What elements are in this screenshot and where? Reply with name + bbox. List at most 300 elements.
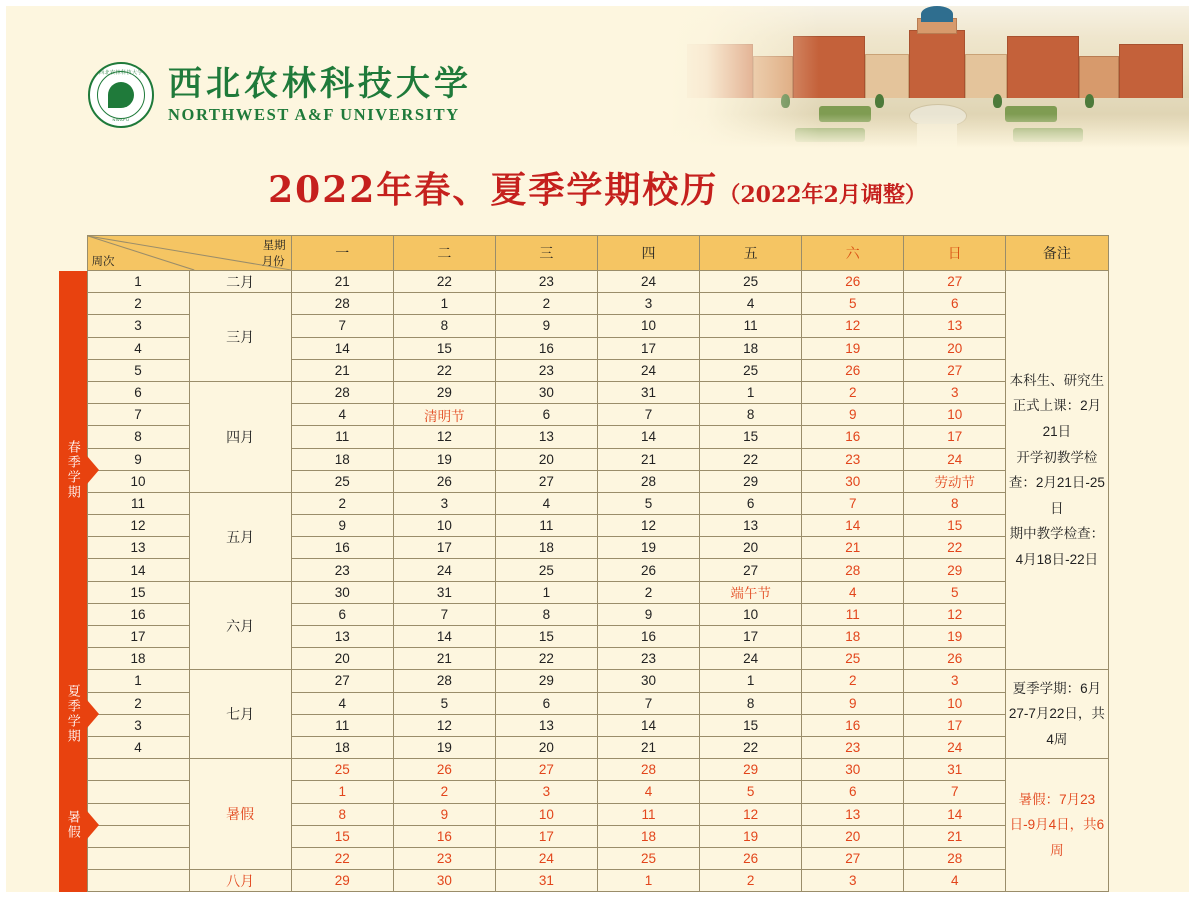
day-cell: 5 bbox=[393, 692, 495, 714]
day-cell: 25 bbox=[291, 759, 393, 781]
day-cell: 22 bbox=[904, 537, 1006, 559]
day-cell: 18 bbox=[700, 337, 802, 359]
week-number-cell bbox=[87, 781, 189, 803]
tab-arrow-icon bbox=[87, 456, 99, 484]
day-cell: 4 bbox=[495, 492, 597, 514]
week-number-cell: 2 bbox=[87, 293, 189, 315]
day-cell: 12 bbox=[393, 714, 495, 736]
day-cell: 5 bbox=[700, 781, 802, 803]
day-cell: 30 bbox=[393, 870, 495, 892]
day-cell: 24 bbox=[495, 847, 597, 869]
day-cell: 13 bbox=[495, 426, 597, 448]
note-line: 暑假：7月23日-9月4日，共6周 bbox=[1009, 791, 1105, 858]
day-cell: 10 bbox=[393, 515, 495, 537]
week-number-cell: 11 bbox=[87, 492, 189, 514]
day-cell: 15 bbox=[904, 515, 1006, 537]
day-cell: 15 bbox=[495, 626, 597, 648]
day-cell: 1 bbox=[597, 870, 699, 892]
week-number-cell: 9 bbox=[87, 448, 189, 470]
day-cell: 5 bbox=[904, 581, 1006, 603]
day-cell: 21 bbox=[291, 359, 393, 381]
day-cell: 22 bbox=[700, 736, 802, 758]
seal-bottom-text: NWAFU bbox=[112, 117, 130, 122]
day-cell: 6 bbox=[700, 492, 802, 514]
day-cell: 31 bbox=[597, 381, 699, 403]
day-cell: 28 bbox=[597, 759, 699, 781]
week-number-cell: 15 bbox=[87, 581, 189, 603]
month-label-cell: 五月 bbox=[189, 492, 291, 581]
day-cell: 19 bbox=[802, 337, 904, 359]
day-cell: 31 bbox=[904, 759, 1006, 781]
page-title bbox=[268, 162, 927, 213]
day-cell: 16 bbox=[393, 825, 495, 847]
day-cell: 13 bbox=[802, 803, 904, 825]
note-line: 期中教学检查：4月18日-22日 bbox=[1009, 526, 1105, 568]
day-cell: 21 bbox=[597, 448, 699, 470]
academic-calendar-table bbox=[87, 235, 1109, 892]
day-cell: 27 bbox=[904, 271, 1006, 293]
weekday-header-mon: 一 bbox=[291, 236, 393, 271]
corner-label-weekday: 星期 bbox=[262, 240, 286, 252]
tree bbox=[1085, 94, 1094, 108]
tab-arrow-icon bbox=[87, 811, 99, 839]
day-cell: 2 bbox=[700, 870, 802, 892]
day-cell: 5 bbox=[597, 492, 699, 514]
day-cell: 21 bbox=[393, 648, 495, 670]
day-cell: 4 bbox=[291, 404, 393, 426]
day-cell: 23 bbox=[495, 359, 597, 381]
day-cell: 28 bbox=[802, 559, 904, 581]
day-cell: 22 bbox=[393, 271, 495, 293]
day-cell: 21 bbox=[802, 537, 904, 559]
week-number-cell: 18 bbox=[87, 648, 189, 670]
day-cell: 16 bbox=[291, 537, 393, 559]
day-cell: 25 bbox=[700, 271, 802, 293]
table-row bbox=[87, 581, 1108, 603]
note-cell bbox=[1006, 271, 1108, 670]
week-number-cell: 10 bbox=[87, 470, 189, 492]
day-cell: 7 bbox=[393, 603, 495, 625]
day-cell: 15 bbox=[291, 825, 393, 847]
day-cell: 26 bbox=[700, 847, 802, 869]
day-cell: 27 bbox=[495, 470, 597, 492]
table-row bbox=[87, 492, 1108, 514]
day-cell: 3 bbox=[495, 781, 597, 803]
day-cell: 14 bbox=[597, 426, 699, 448]
day-cell: 19 bbox=[700, 825, 802, 847]
day-cell: 8 bbox=[700, 692, 802, 714]
day-cell: 26 bbox=[904, 648, 1006, 670]
day-cell: 8 bbox=[291, 803, 393, 825]
day-cell: 20 bbox=[495, 736, 597, 758]
page-title-main: 2022年春、夏季学期校历 bbox=[268, 169, 719, 211]
day-cell: 1 bbox=[495, 581, 597, 603]
week-number-cell: 1 bbox=[87, 670, 189, 692]
day-cell: 12 bbox=[700, 803, 802, 825]
day-cell: 4 bbox=[904, 870, 1006, 892]
day-cell: 27 bbox=[904, 359, 1006, 381]
day-cell: 24 bbox=[700, 648, 802, 670]
day-cell: 18 bbox=[802, 626, 904, 648]
day-cell: 26 bbox=[393, 759, 495, 781]
day-cell: 29 bbox=[495, 670, 597, 692]
day-cell: 30 bbox=[291, 581, 393, 603]
day-cell: 14 bbox=[904, 803, 1006, 825]
weekday-header-sat: 六 bbox=[802, 236, 904, 271]
week-number-cell: 16 bbox=[87, 603, 189, 625]
day-cell: 1 bbox=[700, 381, 802, 403]
week-number-cell bbox=[87, 870, 189, 892]
day-cell: 19 bbox=[393, 448, 495, 470]
day-cell: 8 bbox=[904, 492, 1006, 514]
day-cell: 28 bbox=[291, 381, 393, 403]
photo-fade-bottom bbox=[669, 114, 1189, 148]
day-cell: 14 bbox=[597, 714, 699, 736]
day-cell: 9 bbox=[495, 315, 597, 337]
day-cell: 19 bbox=[393, 736, 495, 758]
corner-label-month: 月份 bbox=[261, 256, 285, 268]
day-cell: 26 bbox=[802, 359, 904, 381]
day-cell: 28 bbox=[393, 670, 495, 692]
day-cell: 22 bbox=[495, 648, 597, 670]
day-cell: 4 bbox=[802, 581, 904, 603]
day-cell: 4 bbox=[597, 781, 699, 803]
corner-header bbox=[87, 236, 291, 271]
day-cell: 10 bbox=[700, 603, 802, 625]
tree bbox=[875, 94, 884, 108]
day-cell: 28 bbox=[597, 470, 699, 492]
building bbox=[1007, 36, 1079, 100]
title-area bbox=[0, 162, 1195, 213]
day-cell: 2 bbox=[393, 781, 495, 803]
seal-top-text: 西北农林科技大学 bbox=[98, 70, 143, 76]
building bbox=[1079, 56, 1119, 100]
day-cell: 18 bbox=[597, 825, 699, 847]
day-cell: 27 bbox=[700, 559, 802, 581]
building bbox=[865, 54, 909, 100]
day-cell: 22 bbox=[700, 448, 802, 470]
week-number-cell: 1 bbox=[87, 271, 189, 293]
day-cell: 9 bbox=[597, 603, 699, 625]
day-cell: 20 bbox=[904, 337, 1006, 359]
day-cell: 9 bbox=[291, 515, 393, 537]
day-cell: 9 bbox=[802, 404, 904, 426]
day-cell: 7 bbox=[802, 492, 904, 514]
week-number-cell: 3 bbox=[87, 714, 189, 736]
university-logo bbox=[88, 62, 472, 128]
table-head bbox=[87, 236, 1108, 271]
day-cell: 23 bbox=[291, 559, 393, 581]
day-cell: 23 bbox=[802, 736, 904, 758]
table-header-row bbox=[87, 236, 1108, 271]
day-cell: 6 bbox=[495, 404, 597, 426]
table-row bbox=[87, 293, 1108, 315]
university-name-en: NORTHWEST A&F UNIVERSITY bbox=[168, 105, 460, 125]
week-number-cell: 7 bbox=[87, 404, 189, 426]
table-row bbox=[87, 381, 1108, 403]
day-cell: 端午节 bbox=[700, 581, 802, 603]
day-cell: 29 bbox=[393, 381, 495, 403]
day-cell: 9 bbox=[802, 692, 904, 714]
day-cell: 18 bbox=[495, 537, 597, 559]
day-cell: 1 bbox=[700, 670, 802, 692]
day-cell: 30 bbox=[597, 670, 699, 692]
day-cell: 19 bbox=[597, 537, 699, 559]
season-tab-label: 暑假 bbox=[65, 810, 81, 841]
day-cell: 17 bbox=[904, 426, 1006, 448]
campus-photo bbox=[669, 6, 1189, 148]
day-cell: 3 bbox=[904, 670, 1006, 692]
day-cell: 29 bbox=[291, 870, 393, 892]
day-cell: 清明节 bbox=[393, 404, 495, 426]
day-cell: 25 bbox=[291, 470, 393, 492]
diagonal-divider-icon bbox=[88, 236, 291, 270]
table-row bbox=[87, 271, 1108, 293]
day-cell: 25 bbox=[597, 847, 699, 869]
day-cell: 9 bbox=[393, 803, 495, 825]
note-header: 备注 bbox=[1006, 236, 1108, 271]
day-cell: 26 bbox=[802, 271, 904, 293]
day-cell: 20 bbox=[291, 648, 393, 670]
table-row bbox=[87, 870, 1108, 892]
day-cell: 22 bbox=[393, 359, 495, 381]
university-name-block bbox=[168, 65, 472, 125]
season-tab-label: 夏季学期 bbox=[65, 684, 81, 745]
day-cell: 23 bbox=[495, 271, 597, 293]
corner-label-week: 周次 bbox=[91, 256, 115, 268]
day-cell: 4 bbox=[700, 293, 802, 315]
day-cell: 27 bbox=[495, 759, 597, 781]
day-cell: 25 bbox=[495, 559, 597, 581]
note-cell bbox=[1006, 670, 1108, 759]
day-cell: 18 bbox=[291, 448, 393, 470]
month-label-cell: 二月 bbox=[189, 271, 291, 293]
day-cell: 14 bbox=[802, 515, 904, 537]
day-cell: 16 bbox=[597, 626, 699, 648]
tab-arrow-icon bbox=[87, 700, 99, 728]
table-row bbox=[87, 670, 1108, 692]
week-number-cell: 4 bbox=[87, 337, 189, 359]
note-line: 开学初教学检查：2月21日-25日 bbox=[1008, 449, 1105, 516]
day-cell: 22 bbox=[291, 847, 393, 869]
day-cell: 7 bbox=[291, 315, 393, 337]
day-cell: 28 bbox=[291, 293, 393, 315]
day-cell: 23 bbox=[597, 648, 699, 670]
day-cell: 20 bbox=[700, 537, 802, 559]
week-number-cell: 12 bbox=[87, 515, 189, 537]
calendar-table-area bbox=[65, 235, 1109, 892]
seal-emblem bbox=[108, 82, 134, 108]
day-cell: 29 bbox=[700, 759, 802, 781]
weekday-header-sun: 日 bbox=[904, 236, 1006, 271]
day-cell: 11 bbox=[700, 315, 802, 337]
week-number-cell: 4 bbox=[87, 736, 189, 758]
day-cell: 13 bbox=[700, 515, 802, 537]
week-number-cell bbox=[87, 803, 189, 825]
day-cell: 3 bbox=[597, 293, 699, 315]
day-cell: 17 bbox=[597, 337, 699, 359]
university-name-cn: 西北农林科技大学 bbox=[168, 63, 472, 104]
week-number-cell: 2 bbox=[87, 692, 189, 714]
day-cell: 8 bbox=[495, 603, 597, 625]
week-number-cell: 17 bbox=[87, 626, 189, 648]
weekday-header-wed: 三 bbox=[495, 236, 597, 271]
day-cell: 3 bbox=[904, 381, 1006, 403]
day-cell: 26 bbox=[393, 470, 495, 492]
day-cell: 16 bbox=[802, 426, 904, 448]
day-cell: 17 bbox=[495, 825, 597, 847]
day-cell: 24 bbox=[904, 448, 1006, 470]
day-cell: 27 bbox=[291, 670, 393, 692]
note-line: 本科生、研究生正式上课：2月21日 bbox=[1009, 372, 1105, 439]
day-cell: 16 bbox=[495, 337, 597, 359]
day-cell: 2 bbox=[802, 670, 904, 692]
day-cell: 3 bbox=[393, 492, 495, 514]
weekday-header-fri: 五 bbox=[700, 236, 802, 271]
week-number-cell bbox=[87, 847, 189, 869]
week-number-cell: 6 bbox=[87, 381, 189, 403]
building bbox=[1119, 44, 1183, 100]
day-cell: 12 bbox=[904, 603, 1006, 625]
day-cell: 6 bbox=[495, 692, 597, 714]
day-cell: 4 bbox=[291, 692, 393, 714]
day-cell: 24 bbox=[597, 271, 699, 293]
day-cell: 2 bbox=[495, 293, 597, 315]
day-cell: 10 bbox=[495, 803, 597, 825]
table-row bbox=[87, 759, 1108, 781]
day-cell: 25 bbox=[700, 359, 802, 381]
note-line: 夏季学期：6月27-7月22日，共4周 bbox=[1008, 680, 1105, 748]
day-cell: 24 bbox=[904, 736, 1006, 758]
day-cell: 20 bbox=[802, 825, 904, 847]
day-cell: 25 bbox=[802, 648, 904, 670]
season-tab-summer-vacation bbox=[59, 759, 87, 892]
day-cell: 19 bbox=[904, 626, 1006, 648]
day-cell: 5 bbox=[802, 293, 904, 315]
day-cell: 31 bbox=[393, 581, 495, 603]
season-tab-summer-term bbox=[59, 670, 87, 759]
day-cell: 17 bbox=[904, 714, 1006, 736]
day-cell: 6 bbox=[802, 781, 904, 803]
day-cell: 30 bbox=[802, 759, 904, 781]
day-cell: 31 bbox=[495, 870, 597, 892]
day-cell: 7 bbox=[597, 692, 699, 714]
building bbox=[965, 54, 1007, 100]
day-cell: 7 bbox=[904, 781, 1006, 803]
day-cell: 10 bbox=[597, 315, 699, 337]
day-cell: 1 bbox=[393, 293, 495, 315]
day-cell: 26 bbox=[597, 559, 699, 581]
month-label-cell: 暑假 bbox=[189, 759, 291, 870]
week-number-cell bbox=[87, 825, 189, 847]
day-cell: 11 bbox=[597, 803, 699, 825]
day-cell: 14 bbox=[393, 626, 495, 648]
day-cell: 23 bbox=[393, 847, 495, 869]
tree bbox=[993, 94, 1002, 108]
day-cell: 2 bbox=[291, 492, 393, 514]
day-cell: 17 bbox=[393, 537, 495, 559]
week-number-cell: 3 bbox=[87, 315, 189, 337]
university-seal-icon bbox=[88, 62, 154, 128]
day-cell: 11 bbox=[802, 603, 904, 625]
day-cell: 11 bbox=[291, 714, 393, 736]
day-cell: 23 bbox=[802, 448, 904, 470]
day-cell: 24 bbox=[393, 559, 495, 581]
day-cell: 15 bbox=[700, 714, 802, 736]
day-cell: 30 bbox=[802, 470, 904, 492]
day-cell: 2 bbox=[597, 581, 699, 603]
day-cell: 10 bbox=[904, 404, 1006, 426]
day-cell: 6 bbox=[904, 293, 1006, 315]
day-cell: 10 bbox=[904, 692, 1006, 714]
day-cell: 30 bbox=[495, 381, 597, 403]
day-cell: 11 bbox=[495, 515, 597, 537]
day-cell: 24 bbox=[597, 359, 699, 381]
day-cell: 8 bbox=[393, 315, 495, 337]
table-body bbox=[87, 271, 1108, 892]
day-cell: 18 bbox=[291, 736, 393, 758]
day-cell: 21 bbox=[597, 736, 699, 758]
week-number-cell: 14 bbox=[87, 559, 189, 581]
note-cell bbox=[1006, 759, 1108, 892]
day-cell: 21 bbox=[291, 271, 393, 293]
day-cell: 1 bbox=[291, 781, 393, 803]
day-cell: 6 bbox=[291, 603, 393, 625]
day-cell: 15 bbox=[700, 426, 802, 448]
day-cell: 8 bbox=[700, 404, 802, 426]
day-cell: 7 bbox=[597, 404, 699, 426]
day-cell: 13 bbox=[291, 626, 393, 648]
day-cell: 劳动节 bbox=[904, 470, 1006, 492]
day-cell: 13 bbox=[495, 714, 597, 736]
page-header bbox=[0, 0, 1195, 148]
day-cell: 29 bbox=[904, 559, 1006, 581]
day-cell: 11 bbox=[291, 426, 393, 448]
building bbox=[909, 30, 965, 100]
day-cell: 13 bbox=[904, 315, 1006, 337]
day-cell: 3 bbox=[802, 870, 904, 892]
week-number-cell: 5 bbox=[87, 359, 189, 381]
month-label-cell: 七月 bbox=[189, 670, 291, 759]
day-cell: 20 bbox=[495, 448, 597, 470]
day-cell: 17 bbox=[700, 626, 802, 648]
day-cell: 27 bbox=[802, 847, 904, 869]
week-number-cell: 8 bbox=[87, 426, 189, 448]
weekday-header-tue: 二 bbox=[393, 236, 495, 271]
page-title-sub: （2022年2月调整） bbox=[718, 182, 927, 208]
season-tab-spring bbox=[59, 271, 87, 670]
day-cell: 12 bbox=[597, 515, 699, 537]
day-cell: 21 bbox=[904, 825, 1006, 847]
day-cell: 16 bbox=[802, 714, 904, 736]
week-number-cell: 13 bbox=[87, 537, 189, 559]
day-cell: 15 bbox=[393, 337, 495, 359]
month-label-cell: 六月 bbox=[189, 581, 291, 670]
day-cell: 2 bbox=[802, 381, 904, 403]
day-cell: 29 bbox=[700, 470, 802, 492]
dome bbox=[921, 6, 953, 22]
month-label-cell: 三月 bbox=[189, 293, 291, 382]
day-cell: 12 bbox=[393, 426, 495, 448]
week-number-cell bbox=[87, 759, 189, 781]
season-tab-group bbox=[59, 235, 87, 892]
month-label-cell: 八月 bbox=[189, 870, 291, 892]
day-cell: 14 bbox=[291, 337, 393, 359]
season-tab-label: 春季学期 bbox=[65, 440, 81, 501]
day-cell: 12 bbox=[802, 315, 904, 337]
weekday-header-thu: 四 bbox=[597, 236, 699, 271]
day-cell: 28 bbox=[904, 847, 1006, 869]
